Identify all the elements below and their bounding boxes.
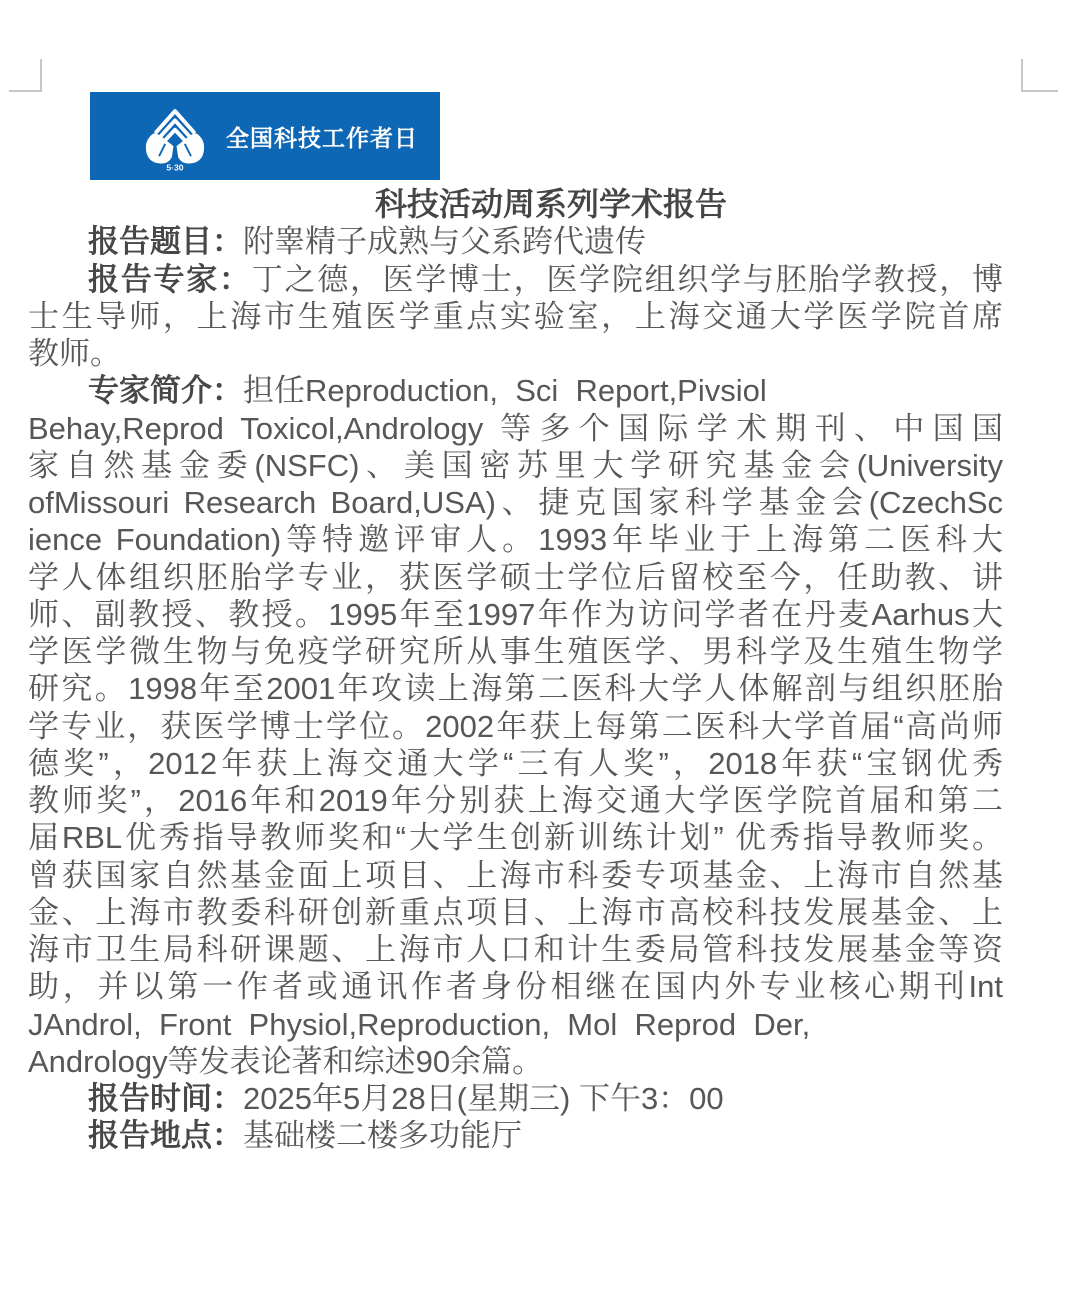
expert-bio-line: 学医学微生物与免疫学研究所从事生殖医学、男科学及生殖生物学 [28,634,1003,669]
report-expert-text: 丁之德，医学博士，医学院组织学与胚胎学教授，博 [251,261,1003,297]
report-time-text: 2025年5月28日(星期三) 下午3：00 [243,1081,724,1116]
page-corner-mark-top-right-horizontal [1023,90,1058,92]
expert-bio-line: 助，并以第一作者或通讯作者身份相继在国内外专业核心期刊Int [28,969,1003,1005]
page-corner-mark-top-right-vertical [1021,59,1023,92]
report-expert-line: 士生导师，上海市生殖医学重点实验室，上海交通大学医学院首席 [28,298,1003,334]
expert-bio-line: ience Foundation)等特邀评审人。1993年毕业于上海第二医科大 [28,522,1003,558]
expert-bio-line: 曾获国家自然基金面上项目、上海市科委专项基金、上海市自然基 [28,857,1003,893]
expert-bio-line: 学人体组织胚胎学专业，获医学硕士学位后留校至今，任助教、讲 [28,559,1003,595]
report-time-label: 报告时间： [88,1081,243,1116]
logo-530-label: 5·30 [166,162,184,172]
report-time-line [28,1080,1003,1117]
page-corner-mark-top-left-vertical [40,59,42,92]
expert-bio-line [28,372,1003,409]
expert-bio-label: 专家简介： [88,373,243,409]
expert-bio-text: 担任Reproduction, Sci Report,Pivsiol [243,373,767,409]
expert-bio-line: 师、副教授、教授。1995年至1997年作为访问学者在丹麦Aarhus大 [28,596,1003,632]
expert-bio-line: Andrology等发表论著和综述90余篇。 [28,1043,544,1079]
banner-title: 全国科技工作者日 [226,124,418,151]
report-location-label: 报告地点： [88,1118,243,1154]
expert-bio-line: 德奖”，2012年获上海交通大学“三有人奖”，2018年获“宝钢优秀 [28,745,1003,781]
report-title-text: 附睾精子成熟与父系跨代遗传 [243,224,646,260]
banner [90,92,440,180]
expert-bio-line: 家自然基金委(NSFC)、美国密苏里大学研究基金会(University [28,447,1003,483]
report-expert-line: 教师。 [28,336,121,371]
report-location-line [28,1117,1003,1154]
expert-bio-line: 届RBL优秀指导教师奖和“大学生创新训练计划” 优秀指导教师奖。 [28,820,1003,856]
report-location-text: 基础楼二楼多功能厅 [243,1118,522,1154]
report-title-line [28,223,1003,260]
expert-bio-line: 教师奖”，2016年和2019年分别获上海交通大学医学院首届和第二 [28,783,1003,818]
document-body [28,186,1003,1155]
page-title: 科技活动周系列学术报告 [375,186,728,222]
expert-bio-line: 学专业，获医学博士学位。2002年获上每第二医科大学首届“高尚师 [28,708,1003,744]
expert-bio-line: ofMissouri Research Board,USA)、捷克国家科学基金会(CzechSc [28,485,1003,520]
expert-bio-line: Behay,Reprod Toxicol,Andrology 等多个国际学术期刊、中国国 [28,410,1003,446]
expert-bio-line: 研究。1998年至2001年攻读上海第二医科大学人体解剖与组织胚胎 [28,671,1003,707]
report-title-label: 报告题目： [88,224,243,260]
hands-530-logo-icon [136,100,214,172]
report-expert-line [28,261,1003,298]
page-corner-mark-top-left-horizontal [9,90,42,92]
expert-bio-line: JAndrol, Front Physiol,Reproduction, Mol Reprod Der, [28,1006,811,1042]
expert-bio-line: 金、上海市教委科研创新重点项目、上海市高校科技发展基金、上 [28,894,1003,930]
expert-bio-line: 海市卫生局科研课题、上海市人口和计生委局管科技发展基金等资 [28,932,1003,967]
report-expert-label: 报告专家： [88,261,252,297]
